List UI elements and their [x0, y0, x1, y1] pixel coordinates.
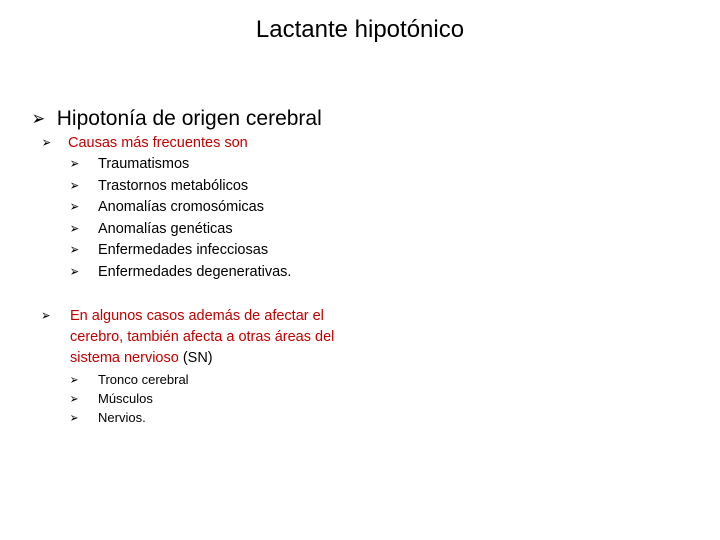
cause-item [68, 240, 268, 261]
arrow-bullet-icon: ➢ [41, 135, 52, 151]
slide-title: Lactante hipotónico [255, 16, 465, 43]
causes-intro-item [40, 133, 248, 154]
arrow-bullet-icon: ➢ [69, 264, 80, 280]
arrow-bullet-icon: ➢ [31, 106, 46, 130]
cause-item [68, 197, 264, 218]
cause-item [68, 154, 189, 175]
arrow-bullet-icon: ➢ [69, 373, 79, 388]
cause-text: Anomalías cromosómicas [98, 199, 264, 215]
arrow-bullet-icon: ➢ [69, 221, 80, 237]
paragraph-item [40, 306, 370, 369]
heading-item [30, 104, 322, 133]
causes-intro-text: Causas más frecuentes son [68, 135, 248, 151]
area-item [68, 370, 189, 390]
area-text: Músculos [98, 391, 153, 406]
cause-item [68, 219, 233, 240]
area-item [68, 408, 146, 428]
area-item [68, 389, 153, 409]
cause-item [68, 176, 248, 197]
paragraph-text [70, 306, 370, 369]
area-text: Tronco cerebral [98, 372, 189, 387]
arrow-bullet-icon: ➢ [69, 156, 80, 172]
arrow-bullet-icon: ➢ [41, 308, 51, 324]
cause-text: Enfermedades degenerativas. [98, 264, 292, 280]
cause-item [68, 262, 291, 283]
heading-text: Hipotonía de origen cerebral [56, 107, 322, 130]
arrow-bullet-icon: ➢ [69, 411, 79, 426]
arrow-bullet-icon: ➢ [69, 178, 80, 194]
arrow-bullet-icon: ➢ [69, 199, 80, 215]
area-text: Nervios. [98, 410, 146, 425]
paragraph-sn-text: (SN) [178, 350, 213, 366]
cause-text: Anomalías genéticas [98, 221, 233, 237]
arrow-bullet-icon: ➢ [69, 392, 79, 407]
paragraph-red-text: En algunos casos además de afectar el cerebro, también afecta a otras áreas del sistema nervioso [70, 308, 335, 366]
arrow-bullet-icon: ➢ [69, 242, 80, 258]
cause-text: Enfermedades infecciosas [98, 242, 269, 258]
cause-text: Trastornos metabólicos [98, 178, 249, 194]
cause-text: Traumatismos [98, 156, 190, 172]
